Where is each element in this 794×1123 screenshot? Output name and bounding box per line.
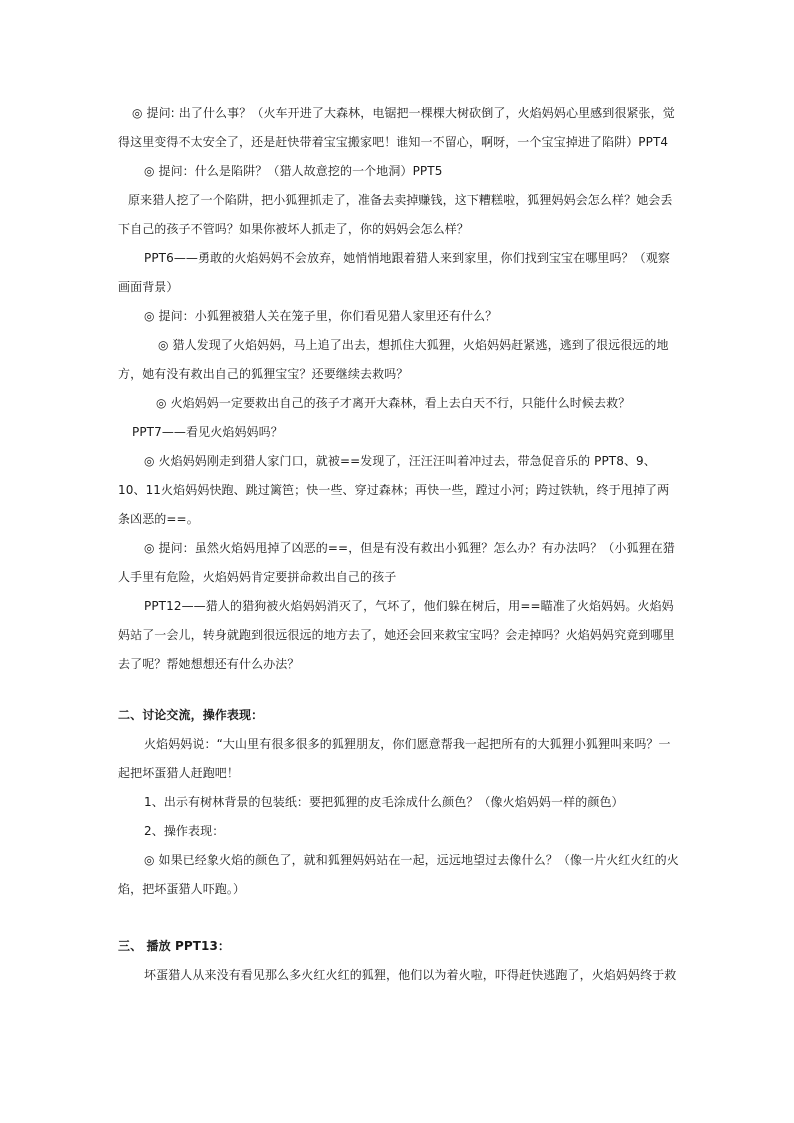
paragraph: ◎ 火焰妈妈刚走到猎人家门口，就被==发现了，汪汪汪叫着冲过去，带急促音乐的 PPT8、9、10、11火焰妈妈快跑、跳过篱笆；快一些、穿过森林；再快一些，蹚过小河；跨过铁轨，终于甩掉了两条凶恶的==。 (118, 454, 670, 526)
paragraph: ◎ 提问：虽然火焰妈甩掉了凶恶的==，但是有没有救出小狐狸？怎么办？有办法吗？（小狐狸在猎人手里有危险，火焰妈妈肯定要拼命救出自己的孩子 (118, 541, 675, 584)
section-heading: 二、讨论交流，操作表现： (118, 708, 264, 722)
paragraph: ◎ 提问: 出了什么事？（火车开进了大森林，电锯把一棵棵大树砍倒了，火焰妈妈心里感到很紧张，觉得这里变得不太安全了，还是赶快带着宝宝搬家吧！谁知一不留心，啊呀，一个宝宝掉进了陷阱）PPT4 (118, 106, 675, 149)
list-item: 1、出示有树林背景的包装纸：要把狐狸的皮毛涂成什么颜色？（像火焰妈妈一样的颜色） (144, 795, 624, 809)
paragraph: ◎ 提问：小狐狸被猎人关在笼子里，你们看见猎人家里还有什么？ (144, 309, 498, 323)
paragraph: ◎ 如果已经象火焰的颜色了，就和狐狸妈妈站在一起，远远地望过去像什么？（像一片火红火红的火焰，把坏蛋猎人吓跑。） (118, 853, 679, 896)
document-body (118, 99, 680, 990)
section-heading: 三、 播放 PPT13： (118, 939, 231, 953)
paragraph: PPT7——看见火焰妈妈吗？ (132, 425, 283, 439)
paragraph: 原来猎人挖了一个陷阱，把小狐狸抓走了，准备去卖掉赚钱，这下糟糕啦，狐狸妈妈会怎么样？她会丢下自己的孩子不管吗？如果你被坏人抓走了，你的妈妈会怎么样？ (118, 193, 673, 236)
paragraph: ◎ 提问：什么是陷阱？（猎人故意挖的一个地洞）PPT5 (144, 164, 443, 178)
paragraph: PPT6——勇敢的火焰妈妈不会放弃，她悄悄地跟着猎人来到家里，你们找到宝宝在哪里吗？（观察画面背景） (118, 251, 670, 294)
paragraph: ◎ 火焰妈妈一定要救出自己的孩子才离开大森林，看上去白天不行，只能什么时候去救？ (156, 396, 631, 410)
list-item: 2、操作表现： (144, 824, 225, 838)
paragraph: 火焰妈妈说：“大山里有很多很多的狐狸朋友，你们愿意帮我一起把所有的大狐狸小狐狸叫来吗？一起把坏蛋猎人赶跑吧！ (118, 737, 671, 780)
paragraph: ◎ 猎人发现了火焰妈妈，马上追了出去，想抓住大狐狸，火焰妈妈赶紧逃，逃到了很远很远的地方，她有没有救出自己的狐狸宝宝？还要继续去救吗？ (118, 338, 669, 381)
paragraph: 坏蛋猎人从来没有看见那么多火红火红的狐狸，他们以为着火啦，吓得赶快逃跑了，火焰妈妈终于救 (144, 968, 677, 982)
paragraph: PPT12——猎人的猎狗被火焰妈妈消灭了，气坏了，他们躲在树后，用==瞄准了火焰妈妈。火焰妈妈站了一会儿，转身就跑到很远很远的地方去了，她还会回来救宝宝吗？会走掉吗？火焰妈妈究竟到哪里去了呢？帮她想想还有什么办法？ (118, 599, 675, 671)
